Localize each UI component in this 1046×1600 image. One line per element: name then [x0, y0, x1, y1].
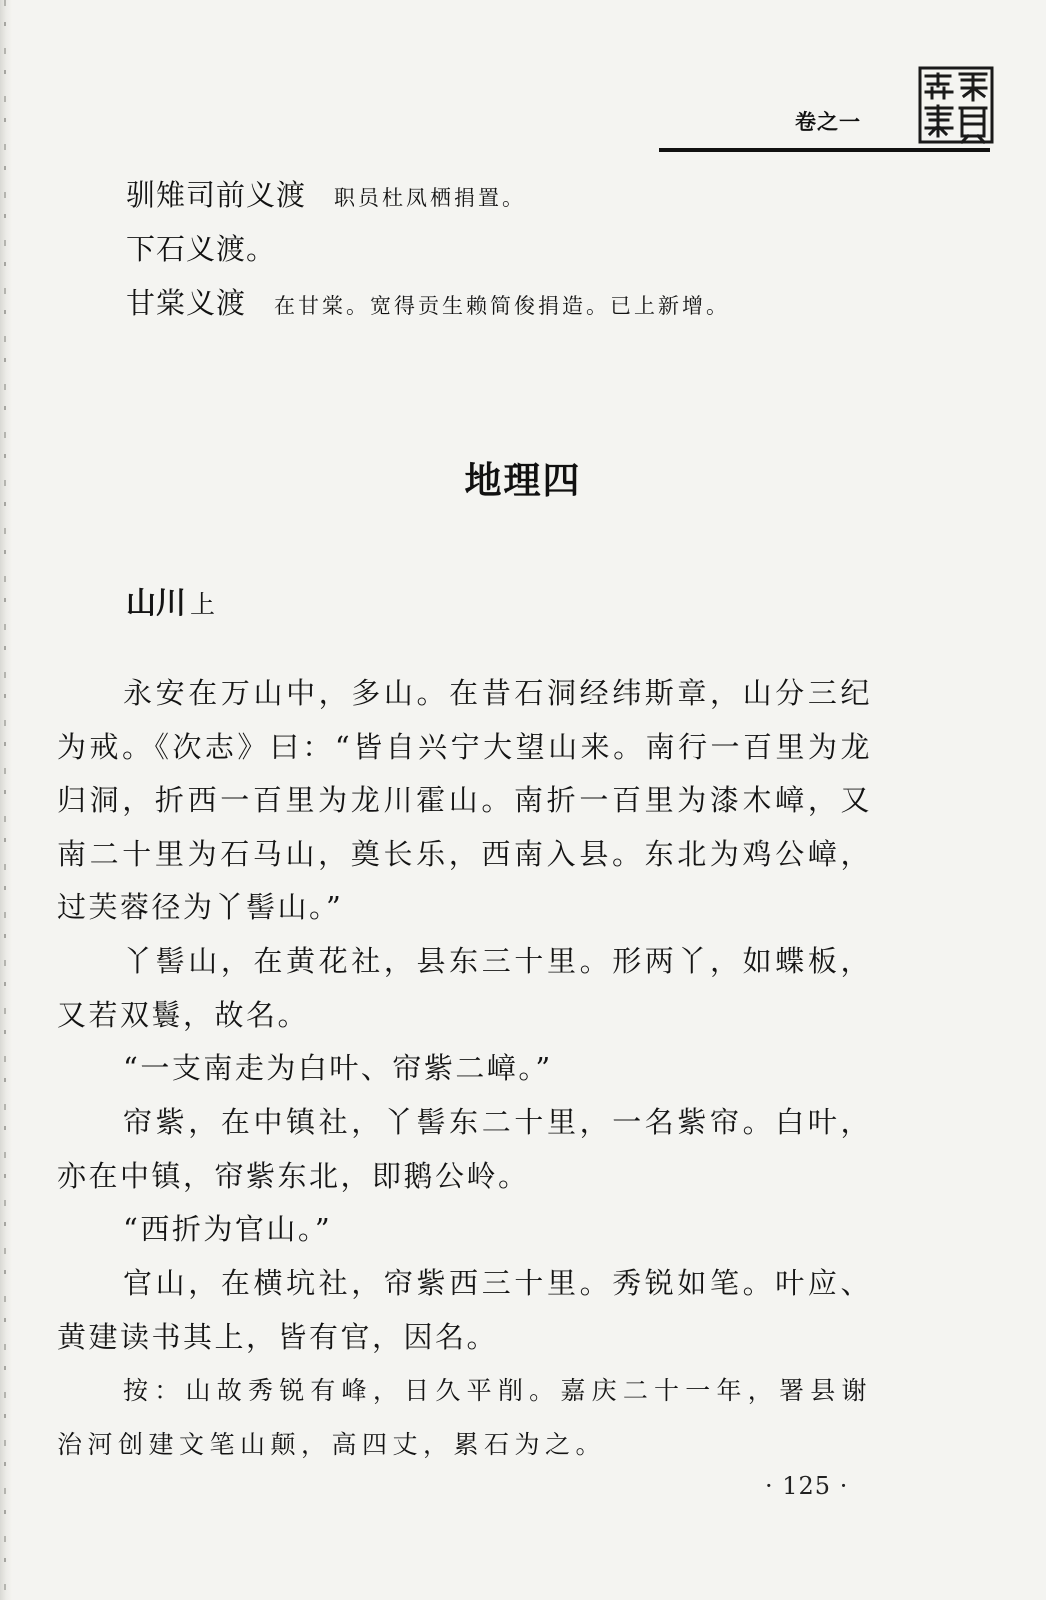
body-paragraph: “一支南走为白叶、帘紫二嶂。” — [123, 1051, 553, 1085]
subsection-title-main: 山川 — [126, 586, 186, 621]
header-rule — [659, 148, 990, 152]
ferry-name: 驯雉司前义渡 — [126, 178, 307, 212]
ferry-entry — [126, 227, 276, 268]
page-number: · 125 · — [765, 1472, 849, 1500]
running-head: 卷之一 — [795, 110, 861, 134]
ferry-entry — [126, 281, 730, 322]
subsection-title — [126, 578, 215, 622]
annotation-paragraph: 按：山故秀锐有峰，日久平削。嘉庆二十一年，署县谢治河创建文笔山颠，高四丈，累石为之。 — [57, 1376, 872, 1459]
body-paragraph: 官山，在横坑社，帘紫西三十里。秀锐如笔。叶应、黄建读书其上，皆有官，因名。 — [57, 1266, 872, 1354]
body-paragraph: 永安在万山中，多山。在昔石洞经纬斯章，山分三纪为戒。《次志》曰：“皆自兴宁大望山来。南行一百里为龙归洞，折西一百里为龙川霍山。南折一百里为漆木嶂，又南二十里为石马山，奠长乐，西南入县。东北为鸡公嶂，过芙蓉径为丫髻山。” — [57, 676, 872, 924]
section-title: 地理四 — [464, 459, 582, 502]
body-paragraph: 丫髻山，在黄花社，县东三十里。形两丫，如蝶板，又若双鬟，故名。 — [57, 944, 872, 1032]
ferry-name: 甘棠义渡 — [126, 286, 247, 320]
ferry-name: 下石义渡。 — [126, 232, 277, 266]
ferry-entry — [126, 173, 526, 214]
seal-stamp-logo — [918, 66, 994, 144]
subsection-title-part: 上 — [190, 590, 216, 619]
torn-page-edge — [0, 0, 12, 1600]
ferry-note: 职员杜凤栖捐置。 — [334, 186, 527, 210]
ferry-note: 在甘棠。宽得贡生赖简俊捐造。已上新增。 — [274, 294, 731, 318]
body-paragraph: 帘紫，在中镇社，丫髻东二十里，一名紫帘。白叶，亦在中镇，帘紫东北，即鹅公岭。 — [57, 1105, 872, 1193]
body-paragraph: “西折为官山。” — [123, 1212, 333, 1246]
